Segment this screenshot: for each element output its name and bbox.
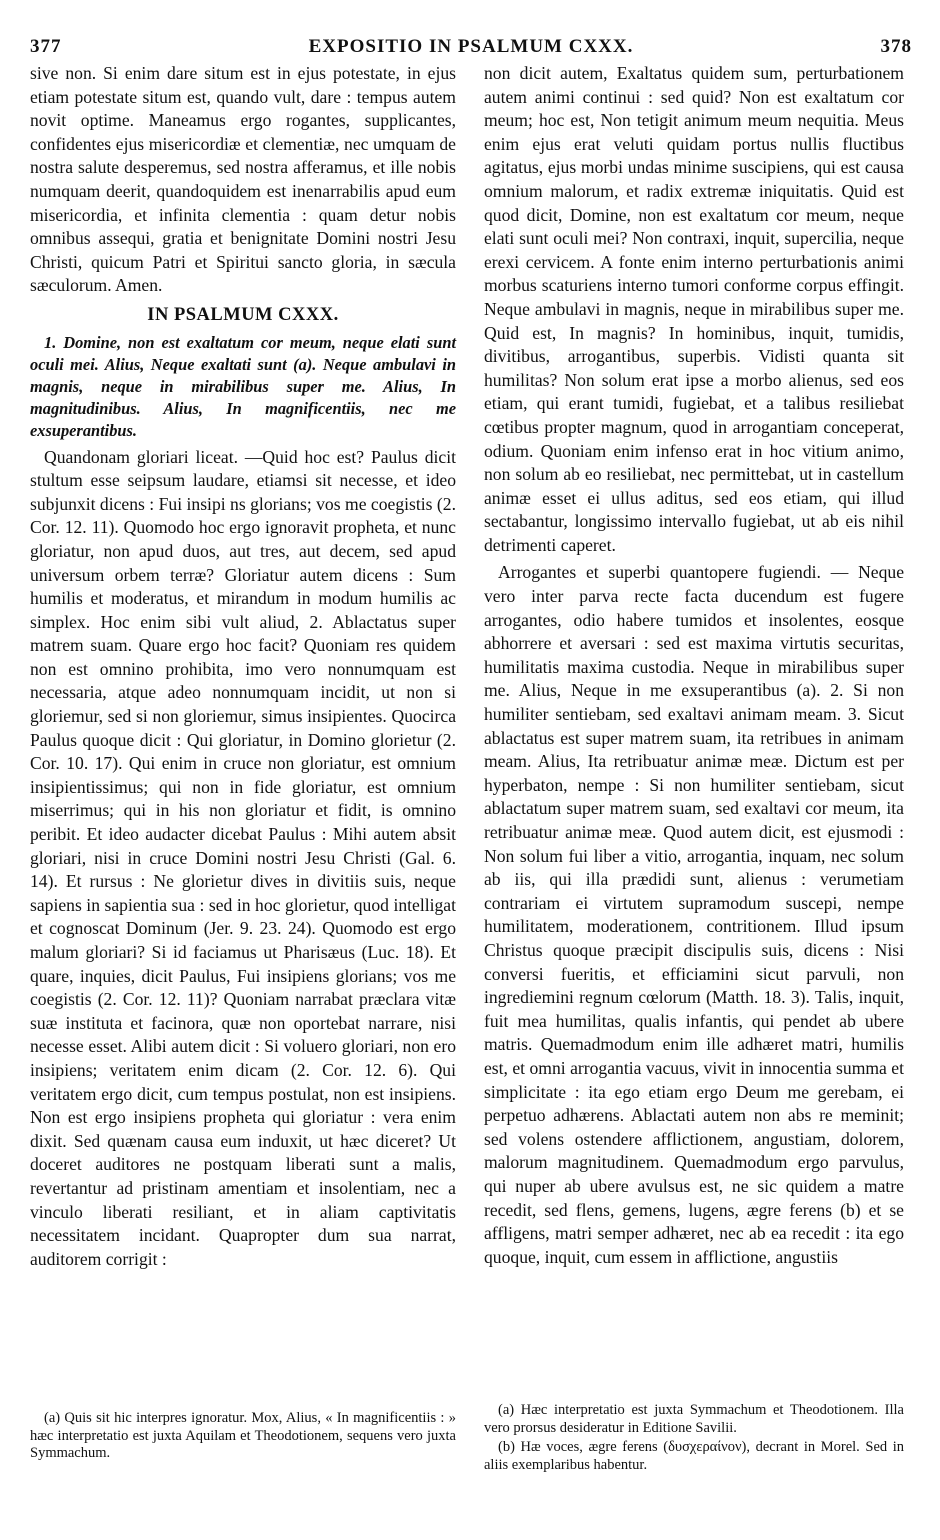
footnote-a-left: (a) Quis sit hic interpres ignoratur. Mox, Alius, « In magnificentiis : » hæc interpretatio est juxta Aquilam et Theodotionem, sequens vero juxta Symmachum. [30, 1410, 456, 1461]
page-header [30, 36, 912, 62]
psalm-heading: IN PSALMUM CXXX. [147, 304, 339, 325]
footnote-b-right: (b) Hæ voces, ægre ferens (δυσχεραίνον), decrant in Morel. Sed in aliis exemplaribus habentur. [484, 1439, 904, 1473]
left-column [30, 62, 456, 1275]
right-column [484, 62, 904, 1273]
verse-text: 1. Domine, non est exaltatum cor meum, neque elati sunt oculi mei. Alius, Neque exaltati sunt (a). Neque ambulavi in magnis, neque in mirabilibus super me. Alius, In magnitudinibus. Alius, In magnificentiis, nec me exsuperantibus. [30, 332, 456, 440]
footnotes-left [30, 1410, 456, 1465]
footnotes-right [484, 1402, 904, 1476]
running-title: EXPOSITIO IN PSALMUM CXXX. [308, 36, 634, 57]
paragraph-arrogantes: Arrogantes et superbi quantopere fugiendi. — Neque vero inter parva recte facta ducendum est fugere arrogantes, odio habere tumidos et insolentes, eosque abhorrere et aversari : sed est maxima virtutis securitas, humilitatis maxima custodia. Neque in mirabilibus super me. Alius, Neque in me exsuperantibus (a). 2. Si non humiliter sentiebam, sed exaltavi animam meam. 3. Sicut ablactatus est super matrem suam, ita retribues in animam meam. Alius, Ita retribuatur animæ meæ. Dictum est per hyperbaton, nempe : Si non humiliter sentiebam, sicut ablactatum super matrem suam, sed exaltavi cor meum, ita retribuatur animæ meæ. Quod autem dicit, est ejusmodi : Non solum fui liber a vitio, arrogantia, inquam, nec solum ab iis, qui illa prædidi sunt, alienus : verumetiam contrariam ei virtutem supramodum suscepi, nempe humilitatem, moderationem, contritionem. Illud ipsum Christus quoque præcipit discipulis suis, dicens : Nisi conversi fueritis, et efficiamini sicut parvuli, non ingrediemini regnum cœlorum (Matth. 18. 3). Talis, inquit, fuit mea humilitas, qualis infantis, qui pendet ab ubere matris. Quemadmodum enim ille adhæret matri, humilis est, et omni arrogantia vacuus, vivit in innocentia summa et simplicitate : ita ego etiam ergo Deum me gerebam, ei perpetuo adhærens. Ablactati autem non abs re meminit; sed volens ostendere afflictionem, angustiam, dolorem, malorum magnitudinem. Quemadmodum ergo parvulus, qui nuper ab ubere avulsus est, ne sic quidem a matre recedit, sed flens, gemens, lugens, ægre ferens (b) et se affligens, matri semper adhæret, nec ab ea recedit : ita ego quoque, inquit, cum essem in afflictione, angustiis [484, 562, 904, 1267]
page-number-right: 378 [880, 36, 912, 57]
paragraph-quandonam: Quandonam gloriari liceat. —Quid hoc est? Paulus dicit stultum esse seipsum laudare, etiamsi sit necesse, et ideo subjunxit dicens : Fui insipi ns glorians; vos me coegistis (2. Cor. 12. 11). Quomodo hoc ergo ignoravit propheta, et nunc gloriatur, non apud duos, aut tres, aut decem, sed apud universum orbem terræ? Gloriatur autem dicens : Sum humilis et moderatus, et mirandum in modum humilis ac simplex. Hoc enim sibi vult aliud, 2. Ablactatus super matrem suam. Quare ergo hoc facit? Quoniam res quidem non est omnino prohibita, imo vero nonnumquam est necessaria, atque adeo nonnumquam incidit, ut non si gloriemur, sed si non gloriemur, simus insipientes. Quocirca Paulus quoque dicit : Qui gloriatur, in Domino glorietur (2. Cor. 10. 17). Qui enim in cruce non gloriatur, est omnium insipientissimus; qui non in fide gloriatur, est omnium miserrimus; qui in his non gloriatur et fidit, is omnino peribit. Et ideo audacter dicebat Paulus : Mihi autem absit gloriari, nisi in cruce Domini nostri Jesu Christi (Gal. 6. 14). Et rursus : Ne glorietur dives in divitiis suis, neque sapiens in sapientia sua : sed in hoc glorietur, quod intelligat et cognoscat Dominum (Jer. 9. 23. 24). Quomodo est ergo malum gloriari? Si id faciamus ut Pharisæus (Luc. 18). Et quare, inquies, dicit Paulus, Fui insipiens glorians; vos me coegistis (2. Cor. 12. 11)? Quoniam narrabat præclara vitæ suæ instituta et facinora, quæ non oportebat narrare, nisi necesse esset. Alibi autem dicit : Si voluero gloriari, non ero insipiens; veritatem enim dicam (2. Cor. 12. 6). Qui veritatem ergo dicit, cum tempus postulat, non est insipiens. Non est ergo insipiens propheta qui gloriatur : vera enim dixit. Sed quænam causa eum induxit, ut hæc diceret? Ut doceret auditores ne postquam liberati sunt a malis, revertantur ad pristinam amentiam et insolentiam, nec a vinculo liberati resiliant, et in aliam captivitatis necessitatem incidant. Quapropter dum sua narrat, auditorem corrigit : [30, 446, 456, 1269]
paragraph-continuation: non dicit autem, Exaltatus quidem sum, perturbationem autem animi continui : sed quid? Non est exaltatum cor meum; hoc est, Non tetigit animum meum nequitia. Meus enim ejus erat veluti quidam portus nullis fluctibus agitatus, ejus morbi undas minime suscipiens, qui est causa omnium malorum, et radix extremæ iniquitatis. Quid est quod dicit, Domine, non est exaltatum cor meum, neque elati sunt oculi mei? Non contraxi, inquit, supercilia, neque erexi cervicem. A fonte enim interno perturbationis animi morbus scaturiens interno tumori conforme corpus effingit. Neque ambulavi in magnis, neque in mirabilibus super me. Quid est, In magnis? In hominibus, inquit, tumidis, divitibus, arrogantibus, superbis. Vidisti quanta sit humilitas? Non solum erat ipse a morbo alienus, sed eos etiam, qui erant tumidi, fugiebat, et a talibus resiliebat cœtibus propter magnum, quod in arrogantiam conceperat, odium. Quoniam enim infenso erat in hoc vitium animo, non solum ab eo resiliebat, nec permittebat, ut in castellum animæ esset ei ullus aditus, sed eos etiam, qui illud sectabantur, longissimo intervallo fugiebat, ut ab eis nihil detrimenti caperet. [484, 63, 904, 555]
intro-paragraph: sive non. Si enim dare situm est in ejus potestate, in ejus etiam potestate situm est, quando vult, dare : tempus autem novit optime. Maneamus ergo rogantes, supplicantes, confidentes ejus misericordiæ et clementiæ, nec umquam de nostra salute desperemus, sed nostra afferamus, et ille nobis numquam deerit, quandoquidem est inenarrabilis apud eum misericordia, et infinita clementia : quam detur nobis omnibus assequi, gratia et benignitate Domini nostri Jesu Christi, quicum Patri et Spiritui sancto gloria, in sæcula sæculorum. Amen. [30, 63, 456, 296]
footnote-a-right: (a) Hæc interpretatio est juxta Symmachum et Theodotionem. Illa vero prorsus desideratur in Editione Savilii. [484, 1402, 904, 1436]
page-number-left: 377 [30, 36, 62, 57]
